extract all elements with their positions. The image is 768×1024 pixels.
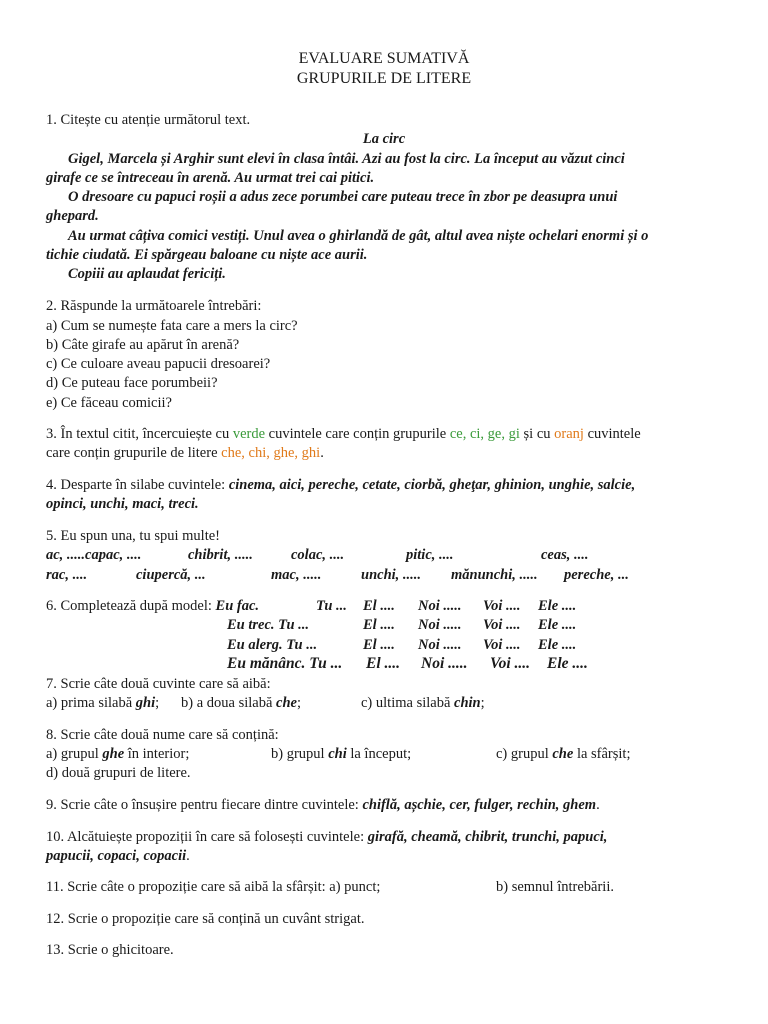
question-8-label: 8. Scrie câte două nume care să conțină: bbox=[46, 727, 279, 743]
question-9 bbox=[46, 796, 600, 814]
q7-text: ; bbox=[480, 695, 485, 711]
story-line: Copiii au aplaudat fericiți. bbox=[68, 266, 226, 282]
q6-label: 6. Completează după model: bbox=[46, 598, 216, 614]
q7-bold: ghi bbox=[135, 695, 156, 711]
q8-bold: chi bbox=[328, 746, 347, 762]
q6-cell: Tu ... bbox=[316, 598, 347, 614]
question-4-line2: opinci, unchi, maci, treci. bbox=[46, 496, 199, 512]
q9-text: . bbox=[596, 797, 600, 813]
story-line: O dresoare cu papuci roșii a adus zece porumbei care puteau trece în zbor pe deasupra unui bbox=[68, 189, 618, 205]
q5-word: ciupercă, ... bbox=[136, 567, 206, 583]
page-title: EVALUARE SUMATIVĂ bbox=[298, 50, 470, 67]
q5-word: rac, .... bbox=[46, 567, 88, 583]
q8-text: la început; bbox=[346, 746, 412, 762]
q5-word: pereche, ... bbox=[564, 567, 629, 583]
q7-option-c bbox=[361, 694, 485, 712]
q10-words: girafă, cheamă, chibrit, trunchi, papuci, bbox=[367, 829, 608, 845]
q6-cell: Voi .... bbox=[483, 617, 521, 633]
q6-cell: Ele .... bbox=[538, 637, 577, 653]
q10-label: 10. Alcătuiește propoziții în care să folosești cuvintele: bbox=[46, 829, 368, 845]
q7-text: ; bbox=[155, 695, 160, 711]
story-title: La circ bbox=[362, 131, 406, 147]
question-11-label: 11. Scrie câte o propoziție care să aibă la sfârșit: a) punct; bbox=[46, 879, 381, 895]
question-3-line2 bbox=[46, 444, 324, 462]
q8-option-c bbox=[496, 745, 631, 763]
q5-word: pitic, .... bbox=[406, 547, 454, 563]
q6-cell: El .... bbox=[363, 598, 395, 614]
q6-model: Eu fac. bbox=[215, 598, 260, 614]
question-2-item: d) Ce puteau face porumbeii? bbox=[46, 375, 218, 391]
q9-words: chiflă, așchie, cer, fulger, rechin, ghem bbox=[362, 797, 597, 813]
q6-cell: El .... bbox=[366, 655, 401, 672]
q8-option-a bbox=[46, 745, 189, 763]
q5-word: mănunchi, ..... bbox=[451, 567, 538, 583]
question-2-item: e) Ce făceau comicii? bbox=[46, 395, 172, 411]
question-3-line1 bbox=[46, 425, 641, 443]
q7-text: ; bbox=[296, 695, 301, 711]
q5-word: unchi, ..... bbox=[361, 567, 422, 583]
q4-label: 4. Desparte în silabe cuvintele: bbox=[46, 477, 229, 493]
q8-text: b) grupul bbox=[271, 746, 329, 762]
question-6-line1 bbox=[46, 597, 259, 615]
q8-option-b bbox=[271, 745, 411, 763]
story-line: girafe ce se întreceau în arenă. Au urmat trei cai pitici. bbox=[46, 170, 375, 186]
question-5-label: 5. Eu spun una, tu spui multe! bbox=[46, 528, 220, 544]
question-13-label: 13. Scrie o ghicitoare. bbox=[46, 942, 174, 958]
q3-orange-word: oranj bbox=[554, 426, 584, 442]
question-2-item: a) Cum se numește fata care a mers la circ? bbox=[46, 318, 298, 334]
q4-words: cinema, aici, pereche, cetate, ciorbă, gheţar, ghinion, unghie, salcie, bbox=[228, 477, 636, 493]
q8-bold: che bbox=[552, 746, 574, 762]
q6-cell: Noi ..... bbox=[418, 617, 462, 633]
q6-cell: Eu alerg. Tu ... bbox=[227, 637, 318, 653]
q6-cell: Eu trec. Tu ... bbox=[227, 617, 310, 633]
q5-word: ceas, .... bbox=[541, 547, 589, 563]
question-4-line1 bbox=[46, 476, 635, 494]
question-1-label: 1. Citește cu atenție următorul text. bbox=[46, 112, 251, 128]
q5-word: ac, .....capac, .... bbox=[46, 547, 142, 563]
q5-word: colac, .... bbox=[291, 547, 345, 563]
q6-cell: Ele .... bbox=[547, 655, 588, 672]
q6-cell: El .... bbox=[363, 617, 395, 633]
q9-label: 9. Scrie câte o însușire pentru fiecare dintre cuvintele: bbox=[46, 797, 363, 813]
story-line: tichie ciudată. Ei spărgeau baloane cu niște ace aurii. bbox=[46, 247, 368, 263]
q8-option-d: d) două grupuri de litere. bbox=[46, 765, 191, 781]
q6-cell: Ele .... bbox=[538, 617, 577, 633]
q3-text: care conțin grupurile de litere bbox=[46, 445, 222, 461]
story-line: ghepard. bbox=[46, 208, 99, 224]
story-line: Gigel, Marcela și Arghir sunt elevi în clasa întâi. Azi au fost la circ. La început au văzut cinci bbox=[68, 151, 625, 167]
q6-cell: Noi ..... bbox=[421, 655, 468, 672]
q3-text: . bbox=[320, 445, 324, 461]
q3-text: 3. În textul citit, încercuiește cu bbox=[46, 426, 233, 442]
question-2-item: c) Ce culoare aveau papucii dresoarei? bbox=[46, 356, 271, 372]
question-7-label: 7. Scrie câte două cuvinte care să aibă: bbox=[46, 676, 271, 692]
q8-text: a) grupul bbox=[46, 746, 103, 762]
question-10-line2 bbox=[46, 847, 190, 865]
q6-cell: El .... bbox=[363, 637, 395, 653]
q7-option-a bbox=[46, 694, 159, 712]
q7-bold: chin bbox=[454, 695, 481, 711]
q8-text: la sfârșit; bbox=[573, 746, 631, 762]
q3-green-groups: ce, ci, ge, gi bbox=[449, 426, 520, 442]
q6-cell: Voi .... bbox=[490, 655, 531, 672]
page-subtitle: GRUPURILE DE LITERE bbox=[296, 70, 472, 87]
q7-text: c) ultima silabă bbox=[361, 695, 455, 711]
q6-cell: Voi .... bbox=[483, 637, 521, 653]
q5-word: mac, ..... bbox=[271, 567, 322, 583]
q7-option-b bbox=[181, 694, 301, 712]
q8-text: c) grupul bbox=[496, 746, 553, 762]
q3-orange-groups: che, chi, ghe, ghi bbox=[221, 445, 321, 461]
q3-green-word: verde bbox=[232, 426, 266, 442]
q6-cell: Noi ..... bbox=[418, 598, 462, 614]
q5-word: chibrit, ..... bbox=[188, 547, 253, 563]
q7-text: a) prima silabă bbox=[46, 695, 136, 711]
q11-option-b: b) semnul întrebării. bbox=[496, 879, 614, 895]
q8-bold: ghe bbox=[102, 746, 125, 762]
q6-cell: Eu mănânc. Tu ... bbox=[227, 655, 343, 672]
q3-text: și cu bbox=[519, 426, 555, 442]
question-2-item: b) Câte girafe au apărut în arenă? bbox=[46, 337, 240, 353]
q7-text: b) a doua silabă bbox=[181, 695, 277, 711]
q6-cell: Ele .... bbox=[538, 598, 577, 614]
story-line: Au urmat câțiva comici vestiți. Unul avea o ghirlandă de gât, altul avea niște ochelari enormi și o bbox=[68, 228, 649, 244]
q6-cell: Noi ..... bbox=[418, 637, 462, 653]
question-2-label: 2. Răspunde la următoarele întrebări: bbox=[46, 298, 262, 314]
question-12-label: 12. Scrie o propoziție care să conțină un cuvânt strigat. bbox=[46, 911, 365, 927]
question-10-line1 bbox=[46, 828, 607, 846]
q3-text: cuvintele bbox=[583, 426, 641, 442]
q6-cell: Voi .... bbox=[483, 598, 521, 614]
q7-bold: che bbox=[276, 695, 297, 711]
q10-text: . bbox=[186, 848, 190, 864]
q8-text: în interior; bbox=[124, 746, 190, 762]
q10-words: papucii, copaci, copacii bbox=[46, 848, 187, 864]
q3-text: cuvintele care conțin grupurile bbox=[265, 426, 450, 442]
